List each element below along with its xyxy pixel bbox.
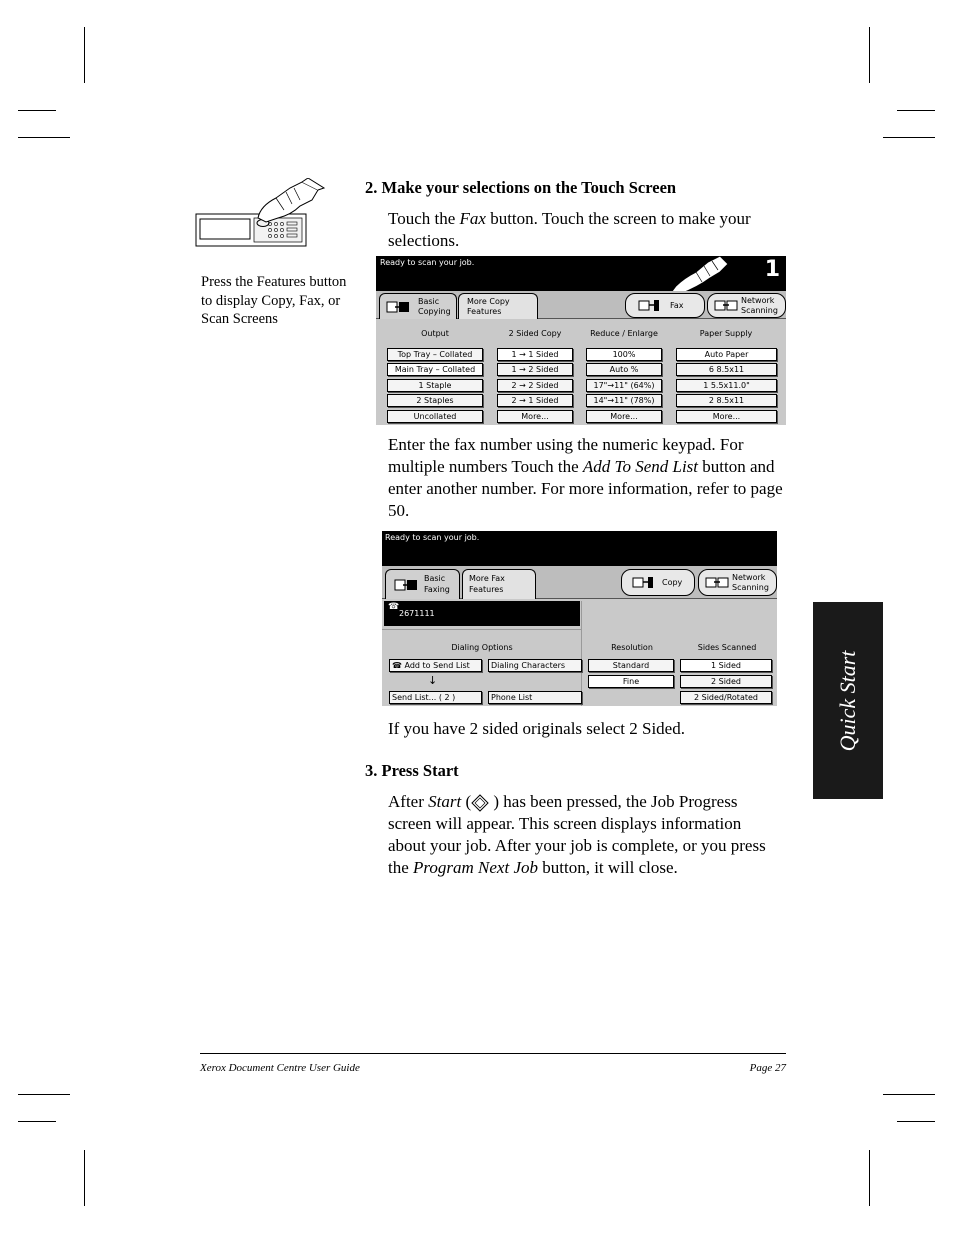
side-tab-label: Quick Start: [835, 650, 860, 751]
copy-counter: 1: [764, 257, 780, 282]
paper-tray-6-button[interactable]: 6 8.5x11: [676, 363, 777, 376]
copy-button-label: Copy: [662, 578, 683, 587]
crop-mark: [18, 1121, 56, 1122]
paper-tray-1-button[interactable]: 1 5.5x11.0": [676, 379, 777, 392]
emphasis-start: Start: [428, 792, 462, 811]
crop-mark: [869, 1150, 870, 1206]
add-to-send-list-button[interactable]: [389, 659, 482, 672]
crop-mark: [84, 27, 85, 83]
illustration-caption: Press the Features button to display Copy, Fax, or Scan Screens: [201, 274, 347, 327]
dialing-options-header: Dialing Options: [451, 643, 513, 652]
crop-mark: [883, 137, 935, 138]
status-message: Ready to scan your job.: [380, 258, 475, 267]
fax-button[interactable]: [625, 293, 705, 318]
crop-mark: [883, 1094, 935, 1095]
fax-button-label: Fax: [670, 301, 684, 310]
dialing-characters-button[interactable]: Dialing Characters: [488, 659, 582, 672]
network-scanning-button[interactable]: [698, 569, 777, 596]
footer-title: Xerox Document Centre User Guide: [200, 1062, 360, 1074]
step-2-paragraph-2: [388, 434, 788, 522]
sided-2-to-2-button[interactable]: 2 → 2 Sided: [497, 379, 573, 392]
tab-more-fax-features[interactable]: [462, 569, 536, 599]
text-run: button and enter another number. For more information, refer to page 50.: [388, 457, 783, 520]
step-2-paragraph-3: If you have 2 sided originals select 2 Sided.: [388, 719, 685, 738]
tab-basic-faxing[interactable]: [385, 569, 460, 599]
step-3-heading: 3. Press Start: [365, 761, 459, 780]
sides-scanned-header: Sides Scanned: [697, 643, 757, 652]
text-run: button. Touch the screen to make your selections.: [388, 209, 751, 250]
sided-1-to-1-button[interactable]: 1 → 1 Sided: [497, 348, 573, 361]
crop-mark: [18, 110, 56, 111]
output-main-tray-collated-button[interactable]: Main Tray – Collated: [387, 363, 483, 376]
network-label-line2: Scanning: [732, 583, 769, 592]
fax-icon: [638, 299, 660, 312]
sided-more-button[interactable]: More...: [497, 410, 573, 423]
copy-button[interactable]: [621, 569, 695, 596]
step-3-paragraph: [388, 791, 783, 879]
paper-more-button[interactable]: More...: [676, 410, 777, 423]
paper-tray-2-button[interactable]: 2 8.5x11: [676, 394, 777, 407]
tab-label-line1: More Fax: [469, 574, 505, 583]
crop-mark: [18, 137, 70, 138]
phone-icon: ☎: [388, 602, 400, 612]
crop-mark: [18, 1094, 70, 1095]
text-run: After: [388, 792, 429, 811]
pointing-hand-icon: [668, 256, 730, 296]
output-uncollated-button[interactable]: Uncollated: [387, 410, 483, 423]
sided-1-to-2-button[interactable]: 1 → 2 Sided: [497, 363, 573, 376]
network-label-line1: Network: [732, 573, 766, 582]
fax-number-value: 2671111: [399, 609, 435, 618]
paper-auto-button[interactable]: Auto Paper: [676, 348, 777, 361]
footer-rule: [200, 1053, 786, 1054]
sided-2-to-1-button[interactable]: 2 → 1 Sided: [497, 394, 573, 407]
phone-list-button[interactable]: Phone List: [488, 691, 582, 704]
reduce-more-button[interactable]: More...: [586, 410, 662, 423]
network-label-line1: Network: [741, 296, 775, 305]
status-message: Ready to scan your job.: [385, 533, 480, 542]
column-header-reduce-enlarge: Reduce / Enlarge: [590, 329, 658, 338]
reduce-78-button[interactable]: 14"→11" (78%): [586, 394, 662, 407]
tab-basic-copying[interactable]: [379, 293, 457, 319]
emphasis-add-to-send-list: Add To Send List: [582, 457, 699, 476]
panel-divider-top: [382, 629, 581, 630]
step-2-paragraph-1: [388, 208, 788, 252]
crop-mark: [897, 1121, 935, 1122]
reduce-100-button[interactable]: 100%: [586, 348, 662, 361]
text-run: button, it will close.: [538, 858, 678, 877]
network-scan-icon: [714, 299, 738, 312]
tab-label-line2: Features: [467, 307, 502, 316]
network-label-line2: Scanning: [741, 306, 778, 315]
network-scan-icon: [705, 576, 729, 589]
emphasis-program-next-job: Program Next Job: [413, 858, 538, 877]
add-to-send-list-label: Add to Send List: [404, 661, 470, 670]
sides-1-sided-button[interactable]: 1 Sided: [680, 659, 772, 672]
copy-touch-screen: [376, 256, 786, 425]
copier-icon: [632, 576, 654, 589]
quick-start-side-tab: [813, 602, 883, 799]
page-number: Page 27: [749, 1062, 786, 1074]
text-run: Enter the fax number using the numeric keypad. For multiple numbers Touch the: [388, 435, 744, 476]
reduce-auto-button[interactable]: Auto %: [586, 363, 662, 376]
resolution-standard-button[interactable]: Standard: [588, 659, 674, 672]
crop-mark: [897, 110, 935, 111]
step-2-heading: 2. Make your selections on the Touch Screen: [365, 178, 677, 197]
output-1-staple-button[interactable]: 1 Staple: [387, 379, 483, 392]
text-run: (: [461, 792, 472, 811]
column-header-2-sided-copy: 2 Sided Copy: [508, 329, 562, 338]
output-top-tray-collated-button[interactable]: Top Tray – Collated: [387, 348, 483, 361]
output-2-staples-button[interactable]: 2 Staples: [387, 394, 483, 407]
tab-label-line1: Basic: [424, 574, 446, 583]
fax-touch-screen: [382, 531, 777, 706]
start-diamond-icon: [471, 794, 489, 812]
column-header-paper-supply: Paper Supply: [699, 329, 753, 338]
tab-label-line2: Copying: [418, 307, 451, 316]
status-bar: [382, 531, 777, 566]
network-scanning-button[interactable]: [707, 293, 786, 318]
sides-2-sided-button[interactable]: 2 Sided: [680, 675, 772, 688]
column-header-output: Output: [421, 329, 449, 338]
send-list-button[interactable]: Send List... ( 2 ): [389, 691, 482, 704]
text-run: ) has been pressed, the Job Progress screen will appear. This screen displays information about your job. After your job is complete, or you press the: [388, 792, 766, 877]
text-run: Touch the: [388, 209, 460, 228]
down-arrow-icon: ↓: [428, 674, 438, 687]
fax-number-field[interactable]: [384, 601, 580, 626]
tab-more-copy-features[interactable]: [458, 293, 538, 319]
reduce-64-button[interactable]: 17"→11" (64%): [586, 379, 662, 392]
control-panel-hand-illustration: [194, 178, 326, 250]
fax-icon: [394, 578, 418, 592]
crop-mark: [84, 1150, 85, 1206]
phone-icon: ☎: [392, 661, 405, 670]
tab-label-line2: Faxing: [424, 585, 450, 594]
resolution-header: Resolution: [611, 643, 653, 652]
sides-2-sided-rotated-button[interactable]: 2 Sided/Rotated: [680, 691, 772, 704]
tab-label-line1: Basic: [418, 297, 440, 306]
copier-icon: [386, 300, 410, 314]
tab-label-line1: More Copy: [467, 297, 510, 306]
emphasis-fax: Fax: [459, 209, 486, 228]
resolution-fine-button[interactable]: Fine: [588, 675, 674, 688]
crop-mark: [869, 27, 870, 83]
tab-label-line2: Features: [469, 585, 504, 594]
